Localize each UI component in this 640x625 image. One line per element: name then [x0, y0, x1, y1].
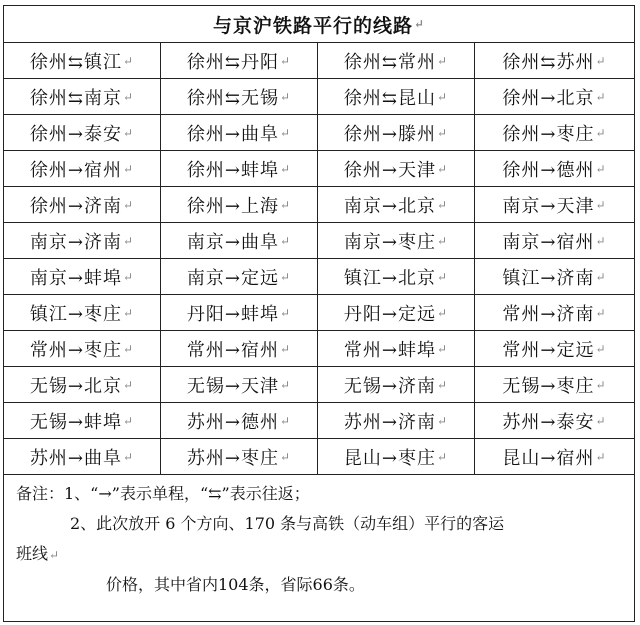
paragraph-mark: ↵ — [123, 449, 135, 464]
paragraph-mark: ↵ — [595, 413, 607, 428]
route-cell — [475, 187, 634, 223]
paragraph-mark: ↵ — [595, 89, 607, 104]
route-text: 徐州⇆苏州 — [502, 51, 595, 73]
route-text: 徐州⇆常州 — [343, 51, 437, 73]
paragraph-mark: ↵ — [123, 341, 135, 356]
route-text: 南京→蚌埠 — [29, 267, 123, 289]
route-text: 镇江→北京 — [343, 267, 437, 289]
route-cell — [161, 295, 318, 331]
route-text: 徐州→天津 — [343, 159, 437, 181]
paragraph-mark: ↵ — [280, 341, 292, 356]
route-cell — [161, 151, 318, 187]
paragraph-mark: ↵ — [437, 53, 449, 68]
route-text: 徐州→宿州 — [29, 159, 123, 181]
paragraph-mark: ↵ — [437, 341, 449, 356]
paragraph-mark: ↵ — [280, 377, 292, 392]
paragraph-mark: ↵ — [437, 89, 449, 104]
route-text: 苏州→泰安 — [502, 411, 595, 433]
route-cell — [4, 223, 161, 259]
route-cell — [161, 187, 318, 223]
paragraph-mark: ↵ — [123, 53, 135, 68]
route-text: 徐州→泰安 — [29, 123, 123, 145]
route-text: 南京→北京 — [343, 195, 437, 217]
route-text: 徐州→滕州 — [343, 123, 437, 145]
route-cell — [475, 223, 634, 259]
route-cell — [318, 187, 475, 223]
note-line-1: 备注：1、“→”表示单程，“⇆”表示往返； — [16, 484, 310, 503]
route-cell — [318, 331, 475, 367]
route-text: 南京→济南 — [29, 231, 123, 253]
paragraph-mark: ↵ — [280, 197, 292, 212]
route-cell — [318, 43, 475, 79]
route-text: 徐州⇆丹阳 — [186, 51, 280, 73]
route-text: 苏州→济南 — [343, 411, 437, 433]
route-text: 徐州→德州 — [502, 159, 595, 181]
note-line-3 — [16, 539, 624, 570]
paragraph-mark: ↵ — [280, 89, 292, 104]
route-text: 无锡→蚌埠 — [29, 411, 123, 433]
route-cell — [475, 331, 634, 367]
route-cell — [475, 115, 634, 151]
paragraph-mark: ↵ — [280, 305, 292, 320]
route-cell — [4, 403, 161, 439]
route-text: 徐州⇆昆山 — [343, 87, 437, 109]
paragraph-mark: ↵ — [123, 233, 135, 248]
table-title-text: 与京沪铁路平行的线路 — [212, 14, 413, 37]
route-text: 常州→定远 — [502, 339, 595, 361]
paragraph-mark: ↵ — [280, 269, 292, 284]
route-cell — [161, 43, 318, 79]
paragraph-mark: ↵ — [413, 17, 426, 31]
route-cell — [318, 259, 475, 295]
route-text: 丹阳→蚌埠 — [186, 303, 280, 325]
route-cell — [4, 331, 161, 367]
paragraph-mark: ↵ — [280, 449, 292, 464]
note-line-3-text: 班线 — [16, 544, 49, 563]
paragraph-mark: ↵ — [280, 161, 292, 176]
paragraph-mark: ↵ — [123, 413, 135, 428]
route-cell — [161, 403, 318, 439]
route-cell — [4, 79, 161, 115]
document-table — [3, 5, 635, 622]
route-text: 昆山→枣庄 — [343, 447, 437, 469]
paragraph-mark: ↵ — [123, 305, 135, 320]
table-title — [4, 6, 634, 43]
route-cell — [161, 439, 318, 475]
paragraph-mark: ↵ — [437, 125, 449, 140]
route-text: 无锡→北京 — [29, 375, 123, 397]
paragraph-mark: ↵ — [595, 377, 607, 392]
route-text: 镇江→济南 — [502, 267, 595, 289]
route-cell — [318, 115, 475, 151]
route-text: 徐州→北京 — [502, 87, 595, 109]
route-text: 徐州⇆南京 — [29, 87, 123, 109]
route-text: 常州→枣庄 — [29, 339, 123, 361]
route-text: 无锡→枣庄 — [502, 375, 595, 397]
route-text: 南京→定远 — [186, 267, 280, 289]
route-text: 昆山→宿州 — [502, 447, 595, 469]
paragraph-mark: ↵ — [123, 197, 135, 212]
note-line-2: 2、此次放开 6 个方向、170 条与高铁（动车组）平行的客运 — [70, 514, 505, 533]
route-cell — [4, 151, 161, 187]
route-cell — [4, 367, 161, 403]
route-text: 南京→枣庄 — [343, 231, 437, 253]
paragraph-mark: ↵ — [437, 305, 449, 320]
route-cell — [318, 79, 475, 115]
route-text: 丹阳→定远 — [343, 303, 437, 325]
route-text: 南京→曲阜 — [186, 231, 280, 253]
route-cell — [4, 43, 161, 79]
route-cell — [475, 79, 634, 115]
route-cell — [4, 259, 161, 295]
paragraph-mark: ↵ — [123, 377, 135, 392]
paragraph-mark: ↵ — [280, 53, 292, 68]
route-text: 苏州→德州 — [186, 411, 280, 433]
route-cell — [161, 331, 318, 367]
paragraph-mark: ↵ — [437, 269, 449, 284]
route-cell — [4, 295, 161, 331]
route-cell — [161, 259, 318, 295]
route-text: 无锡→济南 — [343, 375, 437, 397]
route-text: 苏州→曲阜 — [29, 447, 123, 469]
route-text: 徐州→枣庄 — [502, 123, 595, 145]
route-cell — [475, 403, 634, 439]
paragraph-mark: ↵ — [595, 449, 607, 464]
route-text: 南京→天津 — [502, 195, 595, 217]
route-text: 苏州→枣庄 — [186, 447, 280, 469]
paragraph-mark: ↵ — [437, 197, 449, 212]
paragraph-mark: ↵ — [123, 125, 135, 140]
route-text: 常州→济南 — [502, 303, 595, 325]
route-cell — [161, 115, 318, 151]
route-text: 南京→宿州 — [502, 231, 595, 253]
route-cell — [318, 403, 475, 439]
route-text: 徐州⇆镇江 — [29, 51, 123, 73]
paragraph-mark: ↵ — [595, 53, 607, 68]
paragraph-mark: ↵ — [595, 161, 607, 176]
route-text: 常州→宿州 — [186, 339, 280, 361]
notes-section — [4, 475, 634, 600]
route-cell — [475, 151, 634, 187]
paragraph-mark: ↵ — [123, 161, 135, 176]
route-cell — [161, 223, 318, 259]
route-cell — [4, 439, 161, 475]
paragraph-mark: ↵ — [437, 377, 449, 392]
paragraph-mark: ↵ — [595, 341, 607, 356]
route-cell — [318, 295, 475, 331]
route-cell — [161, 79, 318, 115]
paragraph-mark: ↵ — [49, 548, 60, 562]
route-cell — [475, 367, 634, 403]
paragraph-mark: ↵ — [595, 305, 607, 320]
route-text: 徐州→济南 — [29, 195, 123, 217]
paragraph-mark: ↵ — [595, 269, 607, 284]
paragraph-mark: ↵ — [123, 269, 135, 284]
route-cell — [318, 223, 475, 259]
paragraph-mark: ↵ — [595, 197, 607, 212]
paragraph-mark: ↵ — [437, 413, 449, 428]
route-text: 徐州→曲阜 — [186, 123, 280, 145]
paragraph-mark: ↵ — [437, 161, 449, 176]
paragraph-mark: ↵ — [595, 233, 607, 248]
route-cell — [475, 43, 634, 79]
route-cell — [161, 367, 318, 403]
paragraph-mark: ↵ — [437, 233, 449, 248]
route-cell — [318, 151, 475, 187]
paragraph-mark: ↵ — [280, 413, 292, 428]
route-text: 徐州→上海 — [186, 195, 280, 217]
route-cell — [475, 439, 634, 475]
route-text: 常州→蚌埠 — [343, 339, 437, 361]
route-cell — [475, 259, 634, 295]
route-text: 徐州→蚌埠 — [186, 159, 280, 181]
route-text: 无锡→天津 — [186, 375, 280, 397]
route-text: 镇江→枣庄 — [29, 303, 123, 325]
route-cell — [4, 115, 161, 151]
paragraph-mark: ↵ — [123, 89, 135, 104]
route-cell — [4, 187, 161, 223]
paragraph-mark: ↵ — [437, 449, 449, 464]
paragraph-mark: ↵ — [595, 125, 607, 140]
route-text: 徐州⇆无锡 — [186, 87, 280, 109]
route-cell — [475, 295, 634, 331]
route-grid — [4, 43, 634, 475]
note-line-4: 价格，其中省内104条，省际66条。 — [106, 575, 365, 594]
paragraph-mark: ↵ — [280, 233, 292, 248]
route-cell — [318, 367, 475, 403]
route-cell — [318, 439, 475, 475]
paragraph-mark: ↵ — [280, 125, 292, 140]
